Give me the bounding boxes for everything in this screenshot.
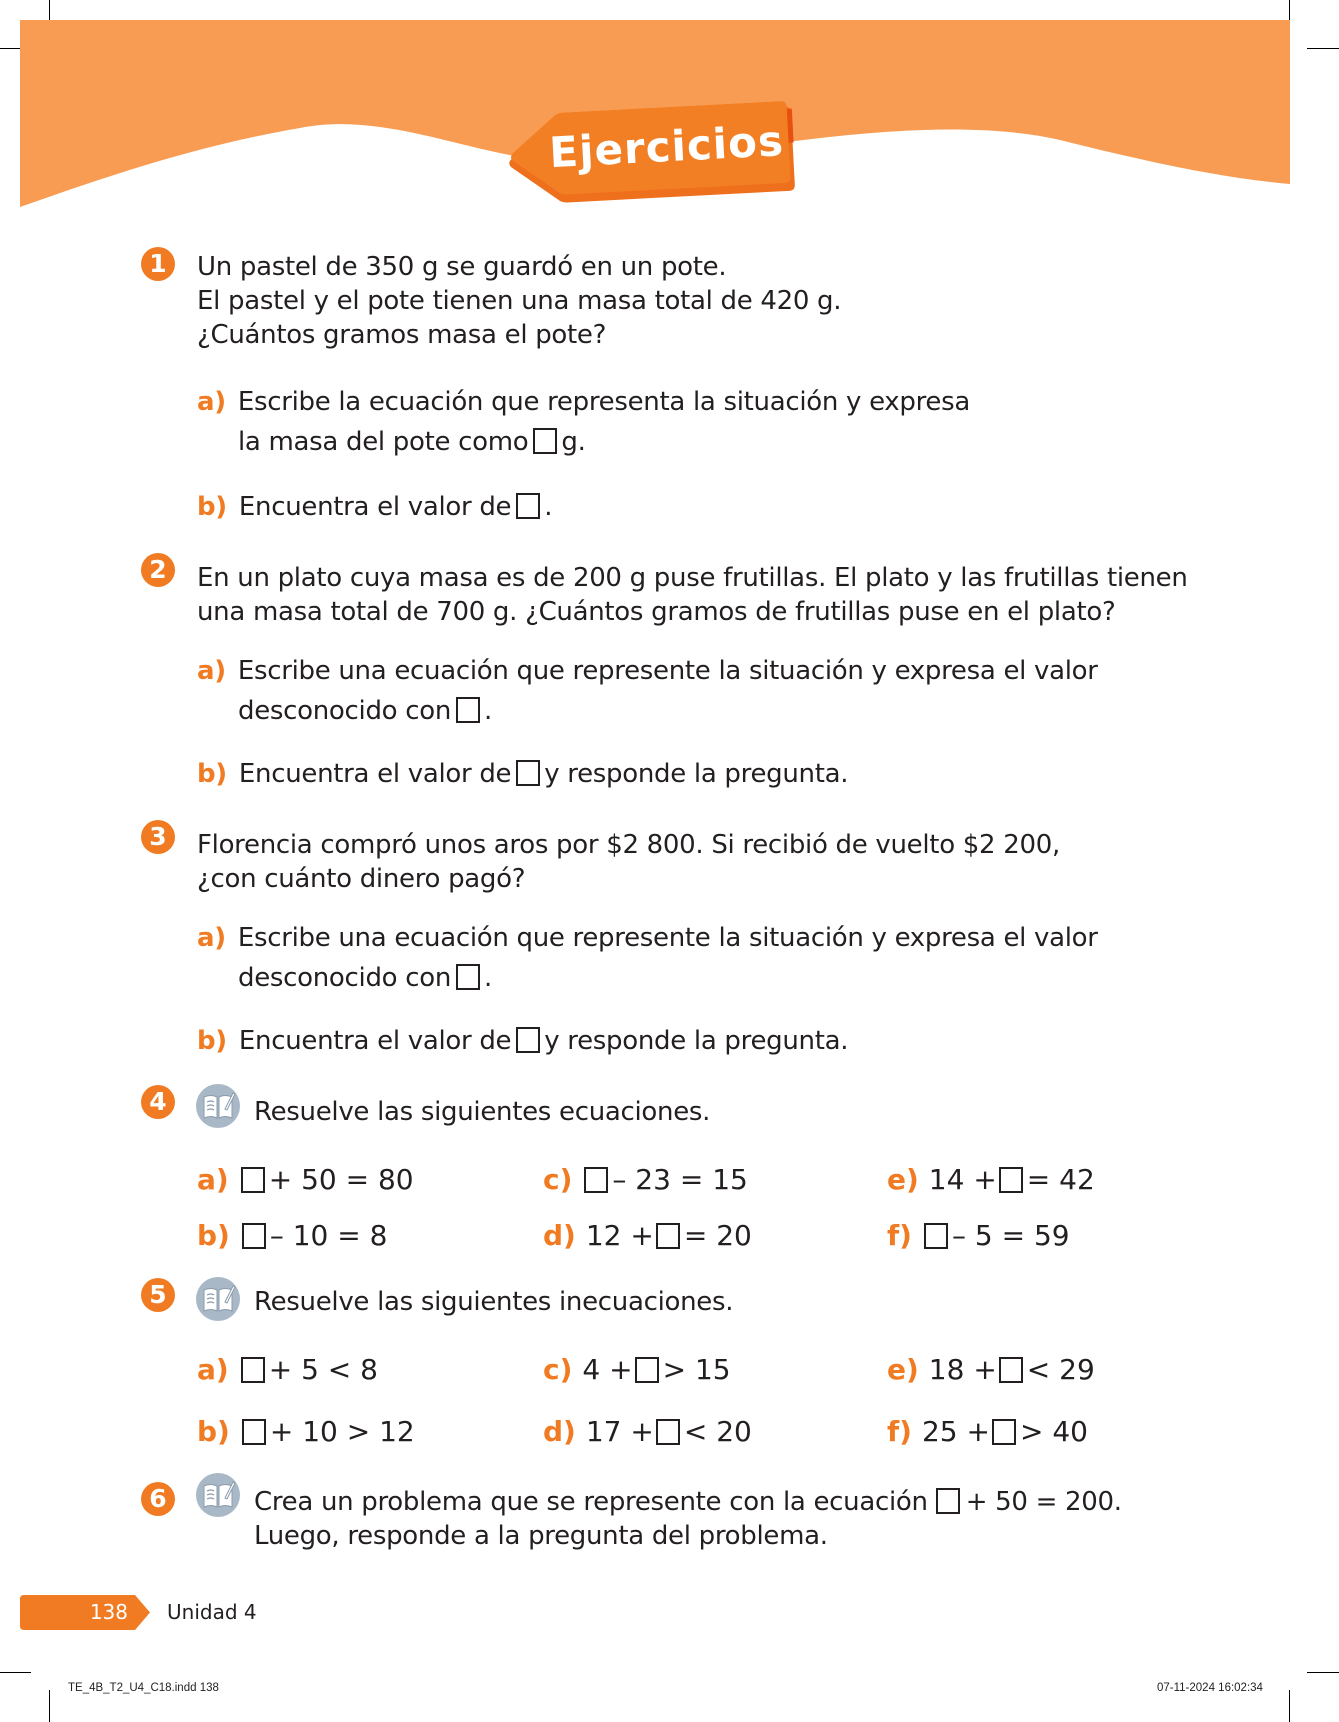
item-label: e) (887, 1353, 919, 1386)
exercise-stem (197, 250, 841, 352)
book-pencil-icon (195, 1472, 241, 1518)
eq-after: = 42 (1026, 1163, 1095, 1196)
answer-box[interactable] (241, 1357, 265, 1383)
answer-box[interactable] (533, 428, 557, 454)
page-title: Ejercicios (548, 116, 786, 178)
stem-text: Crea un problema que se represente con la ecuación (254, 1487, 928, 1517)
sub-text: la masa del pote como (238, 427, 529, 457)
equation-item (197, 1162, 414, 1198)
item-label: c) (543, 1163, 573, 1196)
exercise-number-badge: 1 (141, 247, 175, 281)
eq-before: 25 + (921, 1415, 990, 1448)
answer-box[interactable] (656, 1419, 680, 1445)
eq-before: 14 + (928, 1163, 997, 1196)
answer-box[interactable] (516, 493, 540, 519)
item-label: a) (197, 1353, 229, 1386)
eq-after: + 50 = 80 (268, 1163, 414, 1196)
exercise-stem (197, 561, 1188, 629)
sub-text: y responde la pregunta. (544, 759, 849, 789)
sub-text: Encuentra el valor de (238, 1026, 512, 1056)
sub-text: y responde la pregunta. (544, 1026, 849, 1056)
sub-question-b (197, 487, 552, 527)
eq-after: + 10 > 12 (269, 1415, 415, 1448)
sub-text: Escribe una ecuación que represente la situación y expresa el valor (237, 656, 1098, 686)
sub-text: Escribe la ecuación que representa la situación y expresa (237, 387, 970, 417)
answer-box[interactable] (516, 1027, 540, 1053)
slug-file-info: TE_4B_T2_U4_C18.indd 138 (68, 1682, 219, 1694)
sub-text: . (544, 492, 553, 522)
sub-text: . (484, 696, 492, 726)
exercise-instruction: Resuelve las siguientes ecuaciones. (254, 1097, 711, 1127)
eq-after: > 15 (662, 1353, 731, 1386)
eq-after: = 20 (683, 1219, 752, 1252)
stem-line: Un pastel de 350 g se guardó en un pote. (197, 252, 727, 282)
sub-text: Encuentra el valor de (238, 759, 512, 789)
eq-before: 4 + (582, 1353, 633, 1386)
answer-box[interactable] (656, 1223, 680, 1249)
eq-after: – 10 = 8 (269, 1219, 388, 1252)
page-number: 138 (89, 1600, 128, 1624)
eq-after: < 29 (1026, 1353, 1095, 1386)
eq-before: 12 + (585, 1219, 654, 1252)
stem-line: El pastel y el pote tienen una masa total de 420 g. (197, 286, 842, 316)
item-label: d) (543, 1415, 576, 1448)
sub-label: b) (197, 1026, 227, 1056)
answer-box[interactable] (242, 1419, 266, 1445)
item-label: c) (543, 1353, 573, 1386)
sub-label: a) (197, 387, 226, 417)
sub-text: desconocido con (238, 963, 452, 993)
answer-box[interactable] (924, 1223, 948, 1249)
sub-text: . (484, 963, 492, 993)
sub-text: desconocido con (238, 696, 452, 726)
sub-text: Encuentra el valor de (238, 492, 512, 522)
equation-item (887, 1162, 1095, 1198)
sub-question-a (197, 918, 1098, 998)
answer-box[interactable] (456, 697, 480, 723)
stem-line: En un plato cuya masa es de 200 g puse frutillas. El plato y las frutillas tienen (197, 563, 1188, 593)
item-label: b) (197, 1219, 230, 1252)
book-pencil-icon (195, 1083, 241, 1129)
crop-mark (49, 1690, 50, 1722)
stem-line: Luego, responde a la pregunta del problema. (254, 1521, 828, 1551)
equation-item (887, 1218, 1070, 1254)
equation-item (543, 1218, 752, 1254)
item-label: d) (543, 1219, 576, 1252)
answer-box[interactable] (242, 1223, 266, 1249)
item-label: b) (197, 1415, 230, 1448)
answer-box[interactable] (999, 1357, 1023, 1383)
inequality-item (543, 1414, 752, 1450)
exercise-number-badge: 3 (141, 820, 175, 854)
book-pencil-icon (195, 1276, 241, 1322)
unit-label: Unidad 4 (167, 1600, 257, 1624)
exercise-stem (197, 828, 1060, 896)
answer-box[interactable] (635, 1357, 659, 1383)
exercise-stem (254, 1485, 1122, 1553)
crop-mark (1289, 1690, 1290, 1722)
answer-box[interactable] (516, 760, 540, 786)
inequality-item (197, 1352, 378, 1388)
eq-after: – 23 = 15 (612, 1163, 748, 1196)
inequality-item (887, 1352, 1095, 1388)
inequality-item (543, 1352, 731, 1388)
exercise-number-badge: 5 (141, 1278, 175, 1312)
sub-text: g. (561, 427, 586, 457)
answer-box[interactable] (999, 1167, 1023, 1193)
eq-after: + 5 < 8 (268, 1353, 378, 1386)
eq-before: 18 + (928, 1353, 997, 1386)
sub-question-b (197, 1021, 848, 1061)
stem-line: ¿Cuántos gramos masa el pote? (197, 320, 607, 350)
stem-text: + 50 = 200. (965, 1487, 1122, 1517)
sub-label: a) (197, 923, 226, 953)
sub-question-a (197, 382, 970, 462)
stem-line: una masa total de 700 g. ¿Cuántos gramos de frutillas puse en el plato? (197, 597, 1116, 627)
inequality-item (887, 1414, 1088, 1450)
exercise-instruction: Resuelve las siguientes inecuaciones. (254, 1287, 734, 1317)
inequality-item (197, 1414, 415, 1450)
sub-question-a (197, 651, 1098, 731)
exercise-number-badge: 6 (141, 1482, 175, 1516)
exercise-number-badge: 4 (141, 1085, 175, 1119)
sub-question-b (197, 754, 848, 794)
answer-box[interactable] (936, 1488, 960, 1514)
eq-before: 17 + (585, 1415, 654, 1448)
answer-box[interactable] (992, 1419, 1016, 1445)
item-label: f) (887, 1219, 912, 1252)
crop-mark (0, 1672, 31, 1673)
stem-line: ¿con cuánto dinero pagó? (197, 864, 526, 894)
item-label: f) (887, 1415, 912, 1448)
answer-box[interactable] (241, 1167, 265, 1193)
equation-item (543, 1162, 748, 1198)
item-label: e) (887, 1163, 919, 1196)
crop-mark (1307, 1672, 1339, 1673)
stem-line: Florencia compró unos aros por $2 800. Si recibió de vuelto $2 200, (197, 830, 1060, 860)
answer-box[interactable] (584, 1167, 608, 1193)
sub-label: b) (197, 492, 227, 522)
exercise-number-badge: 2 (141, 553, 175, 587)
eq-after: – 5 = 59 (951, 1219, 1070, 1252)
sub-text: Escribe una ecuación que represente la situación y expresa el valor (237, 923, 1098, 953)
slug-date-info: 07-11-2024 16:02:34 (1157, 1682, 1263, 1694)
item-label: a) (197, 1163, 229, 1196)
sub-label: b) (197, 759, 227, 789)
sub-label: a) (197, 656, 226, 686)
answer-box[interactable] (456, 964, 480, 990)
eq-after: > 40 (1019, 1415, 1088, 1448)
equation-item (197, 1218, 387, 1254)
title-tag (503, 100, 799, 207)
eq-after: < 20 (683, 1415, 752, 1448)
